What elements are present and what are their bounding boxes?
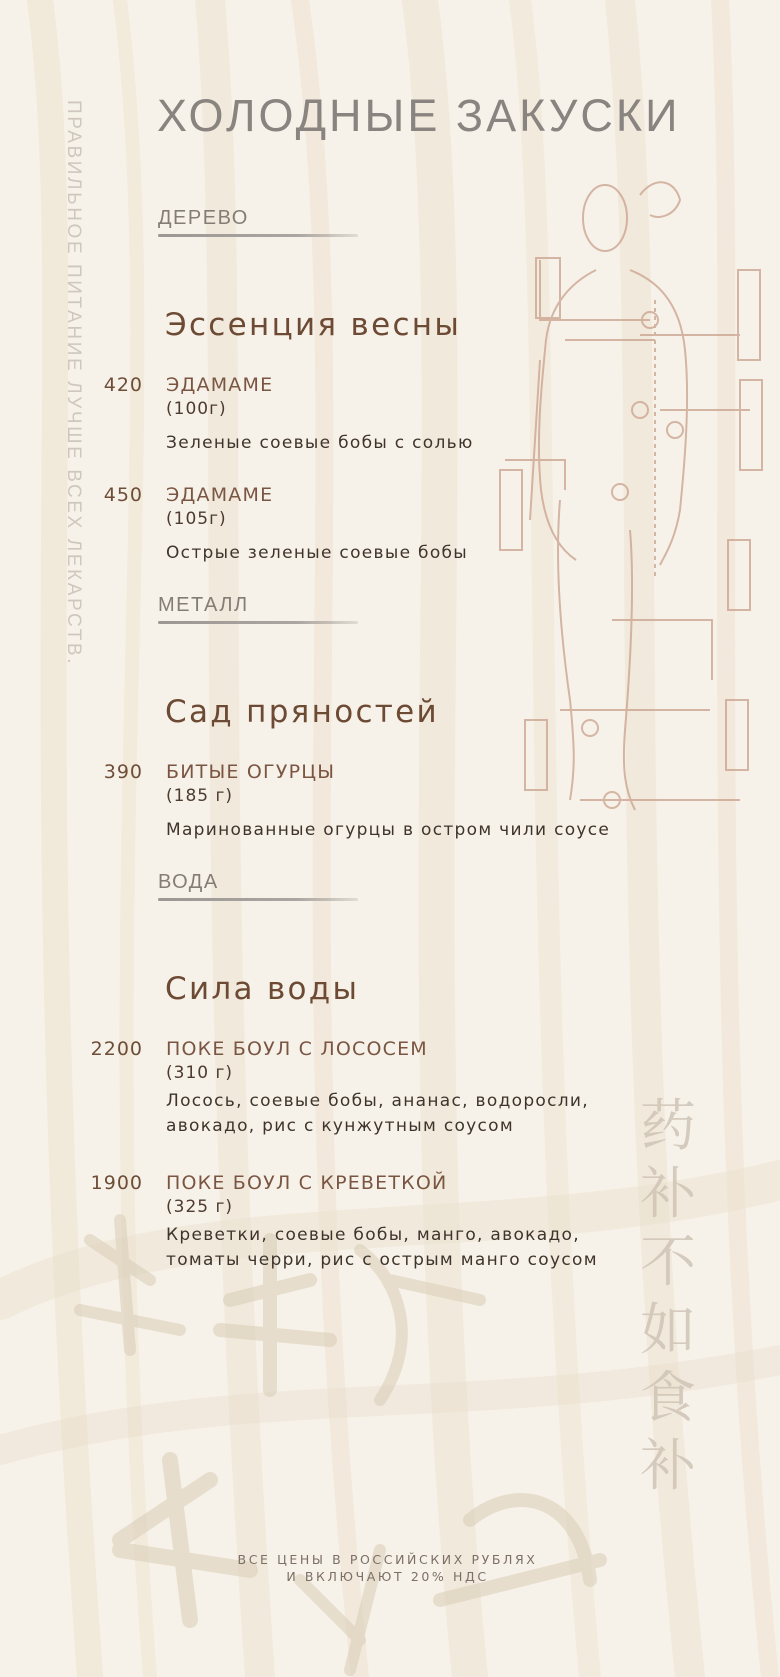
item-weight: (105г) (166, 509, 227, 529)
item-name: ПОКЕ БОУЛ С ЛОСОСЕМ (166, 1038, 428, 1060)
calligraphy-glyph: 补 (640, 1434, 696, 1499)
item-price: 1900 (90, 1172, 143, 1194)
item-weight: (100г) (166, 399, 227, 419)
item-weight: (325 г) (166, 1197, 234, 1217)
element-label-wood: ДЕРЕВО (158, 207, 249, 229)
item-price: 2200 (90, 1038, 143, 1060)
vertical-slogan: ПРАВИЛЬНОЕ ПИТАНИЕ ЛУЧШЕ ВСЕХ ЛЕКАРСТВ. (63, 100, 84, 667)
calligraphy-glyph: 食 (640, 1366, 696, 1431)
item-name: ЭДАМАМЕ (166, 484, 274, 506)
footer-line: ВСЕ ЦЕНЫ В РОССИЙСКИХ РУБЛЯХ (237, 1552, 538, 1567)
item-description-line: Лосось, соевые бобы, ананас, водоросли, (166, 1091, 589, 1111)
calligraphy-glyph: 药 (640, 1094, 696, 1159)
item-name: ПОКЕ БОУЛ С КРЕВЕТКОЙ (166, 1172, 448, 1194)
price-note-footer (200, 1551, 575, 1585)
section-title-spice-garden: Сад пряностей (165, 694, 439, 730)
item-price: 420 (103, 374, 143, 396)
footer-line: И ВКЛЮЧАЮТ 20% НДС (286, 1569, 489, 1584)
item-description-line: Маринованные огурцы в остром чили соусе (166, 820, 611, 840)
section-title-water-power: Сила воды (165, 971, 360, 1007)
item-weight: (310 г) (166, 1063, 234, 1083)
item-description (166, 541, 686, 566)
item-description (166, 431, 686, 456)
item-description (166, 1089, 686, 1139)
item-description-line: Креветки, соевые бобы, манго, авокадо, (166, 1225, 580, 1245)
item-price: 390 (103, 761, 143, 783)
element-label-metal: МЕТАЛЛ (158, 594, 249, 616)
item-description-line: томаты черри, рис с острым манго соусом (166, 1250, 598, 1270)
section-title-spring: Эссенция весны (165, 307, 462, 343)
calligraphy-glyph: 如 (640, 1298, 696, 1363)
item-price: 450 (103, 484, 143, 506)
item-name: ЭДАМАМЕ (166, 374, 274, 396)
calligraphy-glyph: 不 (640, 1230, 696, 1295)
element-rule (158, 234, 358, 237)
calligraphy-glyph: 补 (640, 1162, 696, 1227)
element-label-water: ВОДА (158, 871, 219, 893)
element-rule (158, 898, 358, 901)
item-weight: (185 г) (166, 786, 234, 806)
item-description (166, 818, 686, 843)
page-title: ХОЛОДНЫЕ ЗАКУСКИ (157, 90, 681, 141)
item-description-line: Зеленые соевые бобы с солью (166, 433, 474, 453)
element-rule (158, 621, 358, 624)
item-description (166, 1223, 686, 1273)
item-description-line: авокадо, рис с кунжутным соусом (166, 1116, 514, 1136)
item-name: БИТЫЕ ОГУРЦЫ (166, 761, 336, 783)
item-description-line: Острые зеленые соевые бобы (166, 543, 469, 563)
